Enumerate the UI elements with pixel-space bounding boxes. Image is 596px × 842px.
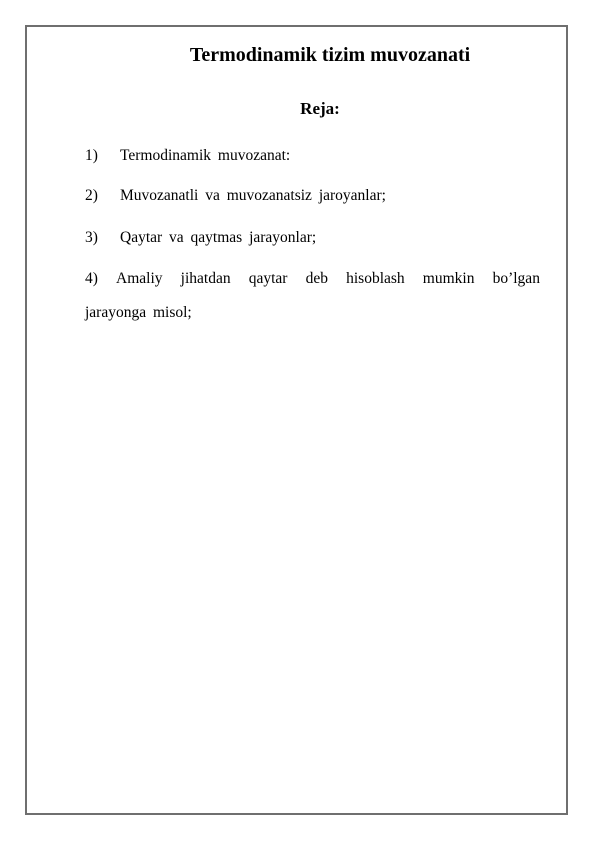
plan-item-word: mumkin	[422, 270, 475, 287]
plan-item-continuation: jarayonga misol;	[85, 304, 192, 321]
plan-item-number: 2)	[85, 187, 98, 204]
plan-item-word: bo’lgan	[492, 270, 540, 287]
plan-item-3	[85, 229, 316, 247]
page-border	[25, 25, 568, 815]
plan-item-2	[85, 187, 386, 205]
plan-item-word: Amaliy	[116, 270, 163, 287]
plan-item-word: qaytar	[248, 270, 288, 287]
plan-item-number: 4)	[85, 270, 98, 287]
plan-item-text: Termodinamik muvozanat:	[120, 147, 291, 164]
document-title: Termodinamik tizim muvozanati	[189, 44, 471, 66]
plan-item-line	[85, 270, 540, 288]
plan-item-word: jihatdan	[180, 270, 231, 287]
plan-item-4	[85, 270, 540, 322]
plan-item-number: 1)	[85, 147, 98, 164]
plan-item-word: deb	[305, 270, 328, 287]
plan-item-text: Muvozanatli va muvozanatsiz jaroyanlar;	[120, 187, 386, 204]
plan-item-1	[85, 147, 290, 165]
plan-item-text: Qaytar va qaytmas jarayonlar;	[120, 229, 317, 246]
plan-heading: Reja:	[300, 99, 340, 118]
plan-item-word: hisoblash	[346, 270, 405, 287]
plan-item-number: 3)	[85, 229, 98, 246]
